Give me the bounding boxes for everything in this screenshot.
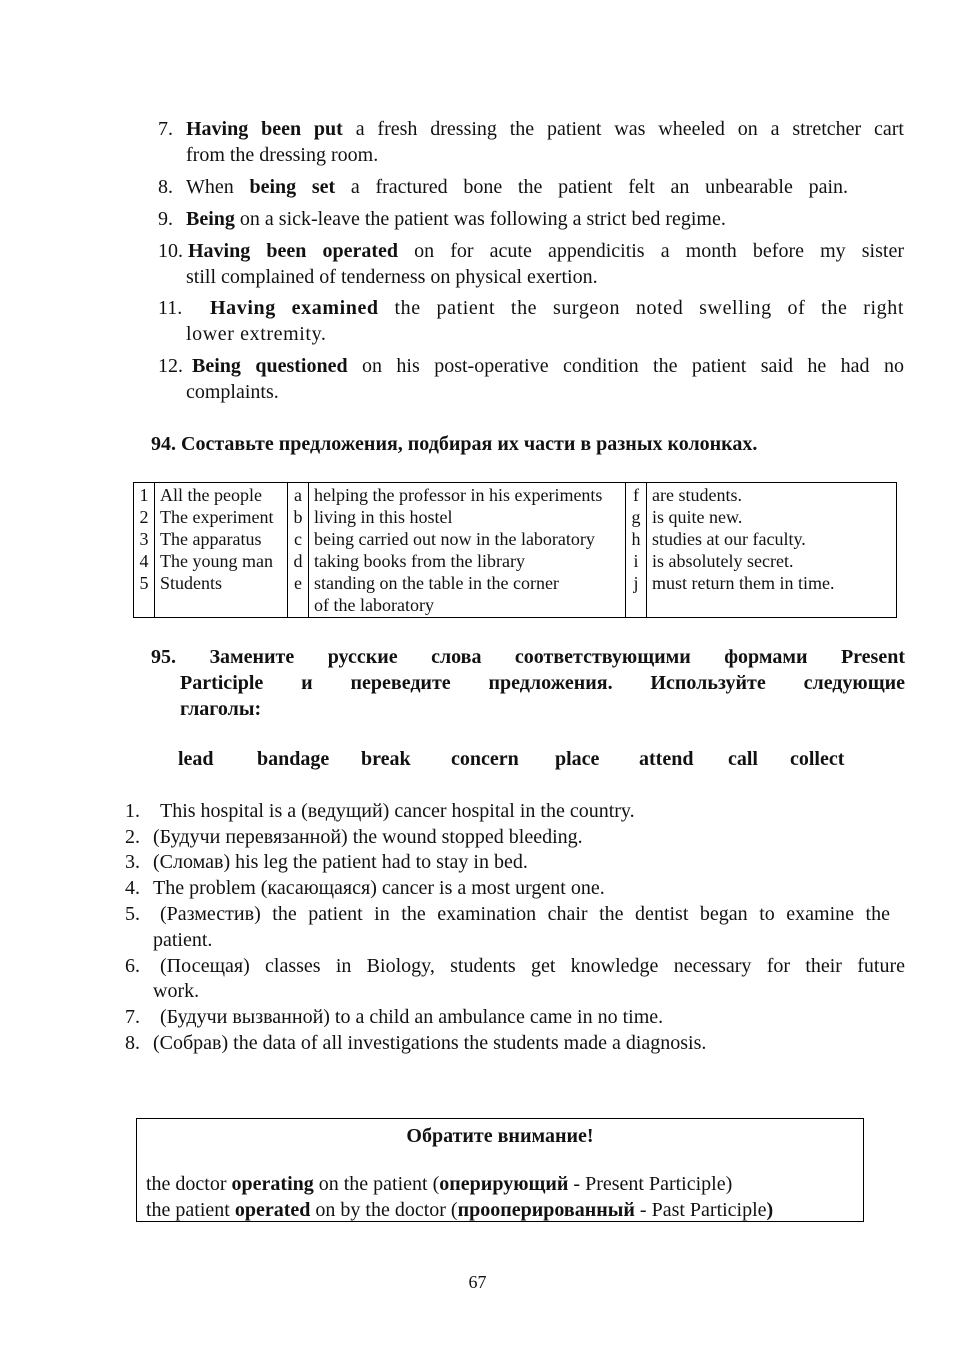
list-item-text: Having been put a fresh dressing the patient was wheeled on a stretcher cart bbox=[186, 118, 904, 140]
list-item-number: 9. bbox=[158, 208, 173, 230]
verb: break bbox=[361, 748, 411, 770]
col2-participles: helping the professor in his experiments living in this hostel being carried out now in the laboratory taking books from the library standing on the table in the corner of the laboratory bbox=[309, 483, 626, 618]
list-item-text: This hospital is a (ведущий) cancer hospital in the country. bbox=[160, 800, 635, 822]
exercise-95-title-3: глаголы: bbox=[180, 698, 262, 720]
list-item-cont: work. bbox=[153, 980, 200, 1002]
col3-predicates: are students. is quite new. studies at our faculty. is absolutely secret. must return them in time. bbox=[647, 483, 897, 618]
list-item-cont: from the dressing room. bbox=[186, 144, 379, 166]
note-box bbox=[136, 1118, 864, 1222]
list-item-cont: still complained of tenderness on physical exertion. bbox=[186, 266, 598, 288]
list-item-text: Having been operated on for acute appendicitis a month before my sister bbox=[188, 240, 904, 262]
list-item-number: 7. bbox=[125, 1006, 140, 1028]
list-item-number: 12. bbox=[158, 355, 183, 377]
note-line-present: the doctor operating on the patient (оперирующий - Present Participle) bbox=[146, 1173, 733, 1195]
note-title: Обратите внимание! bbox=[406, 1125, 594, 1147]
col1-numbers: 1 2 3 4 5 bbox=[134, 483, 155, 618]
list-item-cont: complaints. bbox=[186, 381, 279, 403]
list-item-text: Having examined the patient the surgeon noted swelling of the right bbox=[210, 297, 904, 319]
list-item-text: (Сломав) his leg the patient had to stay in bed. bbox=[153, 851, 528, 873]
verb: attend bbox=[639, 748, 694, 770]
col1-subjects: All the people The experiment The apparatus The young man Students bbox=[155, 483, 288, 618]
list-item-text: (Посещая) classes in Biology, students get knowledge necessary for their future bbox=[160, 955, 905, 977]
list-item-number: 4. bbox=[125, 877, 140, 899]
list-item-number: 6. bbox=[125, 955, 140, 977]
list-item-number: 8. bbox=[125, 1032, 140, 1054]
exercise-95-title: 95. Замените русские слова соответствующими формами Present bbox=[151, 646, 905, 668]
verb: bandage bbox=[257, 748, 330, 770]
list-item: 7. bbox=[158, 118, 173, 140]
list-item-cont: lower extremity. bbox=[186, 323, 327, 345]
list-item-text: Being questioned on his post-operative condition the patient said he had no bbox=[192, 355, 904, 377]
list-item-cont: patient. bbox=[153, 929, 213, 951]
list-item-text: (Собрав) the data of all investigations the students made a diagnosis. bbox=[153, 1032, 707, 1054]
col2-letters: a b c d e bbox=[288, 483, 309, 618]
exercise-95-title-2: Participle и переведите предложения. Используйте следующие bbox=[180, 672, 905, 694]
list-item-text: (Будучи перевязанной) the wound stopped bleeding. bbox=[153, 826, 583, 848]
verb: call bbox=[728, 748, 758, 770]
list-item-number: 1. bbox=[125, 800, 140, 822]
verb: concern bbox=[451, 748, 519, 770]
list-item-number: 2. bbox=[125, 826, 140, 848]
verb: place bbox=[555, 748, 600, 770]
list-item-text: Being on a sick-leave the patient was following a strict bed regime. bbox=[186, 208, 726, 230]
matching-table bbox=[133, 482, 897, 618]
list-item-text: (Разместив) the patient in the examination chair the dentist began to examine the bbox=[160, 903, 890, 925]
exercise-94-title: 94. Составьте предложения, подбирая их части в разных колонках. bbox=[151, 433, 758, 455]
list-item-number: 11. bbox=[158, 297, 183, 319]
list-item-number: 10. bbox=[158, 240, 183, 262]
note-line-past: the patient operated on by the doctor (прооперированный - Past Participle) bbox=[146, 1199, 774, 1221]
list-item-text: The problem (касающаяся) cancer is a most urgent one. bbox=[153, 877, 605, 899]
list-item-number: 5. bbox=[125, 903, 140, 925]
verb: lead bbox=[178, 748, 214, 770]
list-item-number: 3. bbox=[125, 851, 140, 873]
list-item-text: (Будучи вызванной) to a child an ambulance came in no time. bbox=[160, 1006, 664, 1028]
page-number: 67 bbox=[468, 1272, 487, 1292]
list-item-number: 8. bbox=[158, 176, 173, 198]
col3-letters: f g h i j bbox=[626, 483, 647, 618]
list-item-text: When being set a fractured bone the patient felt an unbearable pain. bbox=[186, 176, 849, 198]
verb: collect bbox=[790, 748, 845, 770]
